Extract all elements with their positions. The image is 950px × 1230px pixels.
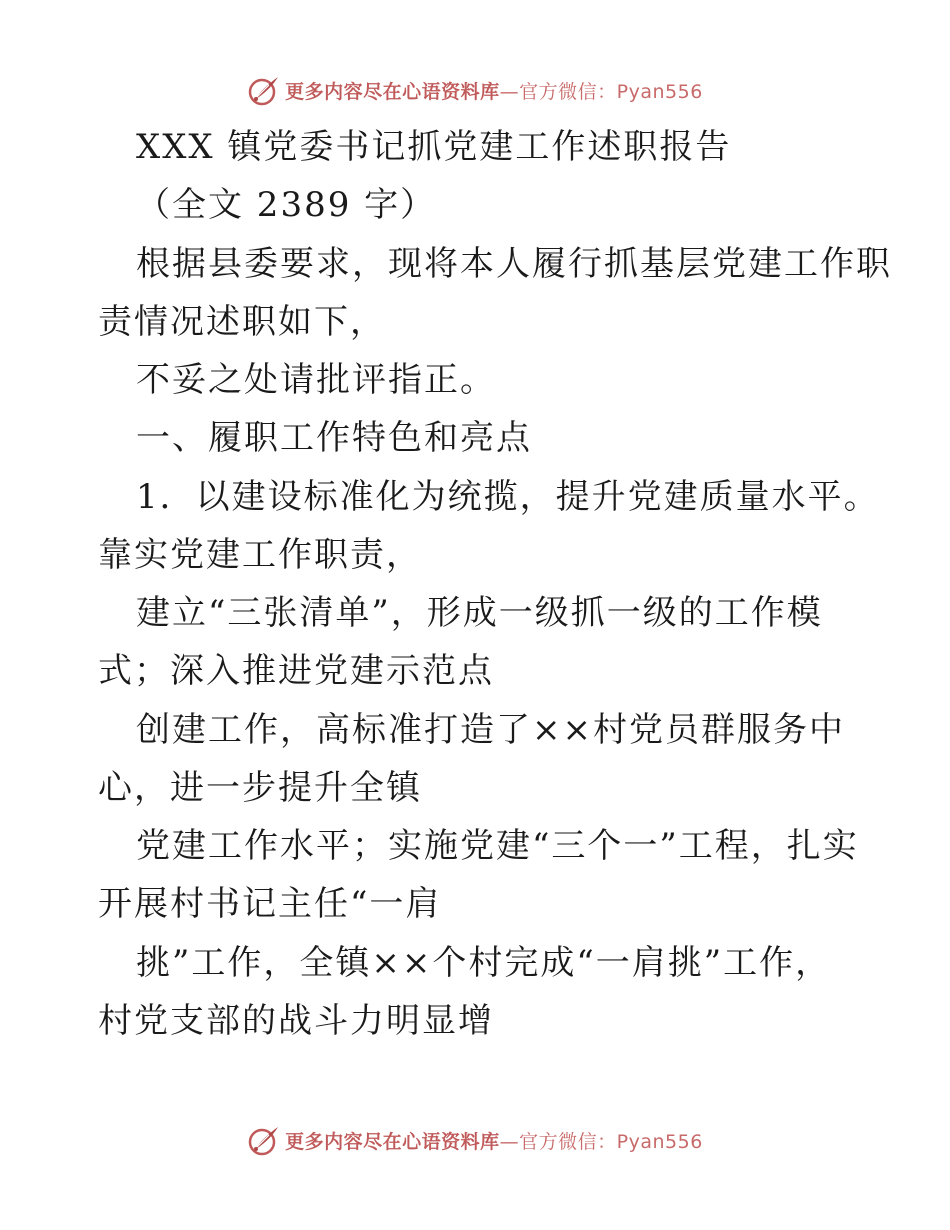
paragraph-line: 建立“三张清单”，形成一级抓一级的工作模 xyxy=(136,593,823,633)
banner-text xyxy=(285,77,703,104)
paragraph-line: 根据县委要求，现将本人履行抓基层党建工作职 xyxy=(136,244,892,284)
banner-separator: — xyxy=(499,1130,520,1153)
banner-content xyxy=(247,73,703,107)
paragraph-line: 心，进一步提升全镇 xyxy=(98,768,422,808)
paragraph-line: 开展村书记主任“一肩 xyxy=(98,884,442,924)
paragraph-line: 挑”工作，全镇××个村完成“一肩挑”工作， xyxy=(136,943,832,983)
paragraph-line: 村党支部的战斗力明显增 xyxy=(98,1001,494,1041)
header-banner xyxy=(0,70,950,110)
document-wordcount: （全文 2389 字） xyxy=(136,185,437,225)
section-heading: 一、履职工作特色和亮点 xyxy=(136,418,532,458)
paragraph-line: 不妥之处请批评指正。 xyxy=(136,360,496,400)
paragraph-line: 责情况述职如下， xyxy=(98,302,386,342)
banner-content xyxy=(247,1123,703,1157)
banner-brand-text: 更多内容尽在心语资料库 xyxy=(285,80,500,103)
banner-separator: — xyxy=(499,80,520,103)
banner-wechat-text: 官方微信：Pyan556 xyxy=(519,1130,703,1153)
banner-text xyxy=(285,1127,703,1154)
document-title: XXX 镇党委书记抓党建工作述职报告 xyxy=(136,127,732,167)
paragraph-line: 式；深入推进党建示范点 xyxy=(98,651,494,691)
feather-quill-logo-icon xyxy=(247,1123,281,1157)
banner-brand-text: 更多内容尽在心语资料库 xyxy=(285,1130,500,1153)
paragraph-line: 靠实党建工作职责， xyxy=(98,535,422,575)
banner-wechat-text: 官方微信：Pyan556 xyxy=(519,80,703,103)
feather-quill-logo-icon xyxy=(247,73,281,107)
paragraph-line: 创建工作，高标准打造了××村党员群服务中 xyxy=(136,710,845,750)
paragraph-line: 党建工作水平；实施党建“三个一”工程，扎实 xyxy=(136,826,859,866)
footer-banner xyxy=(0,1120,950,1160)
subsection-heading: 1．以建设标准化为统揽，提升党建质量水平。 xyxy=(136,477,880,517)
